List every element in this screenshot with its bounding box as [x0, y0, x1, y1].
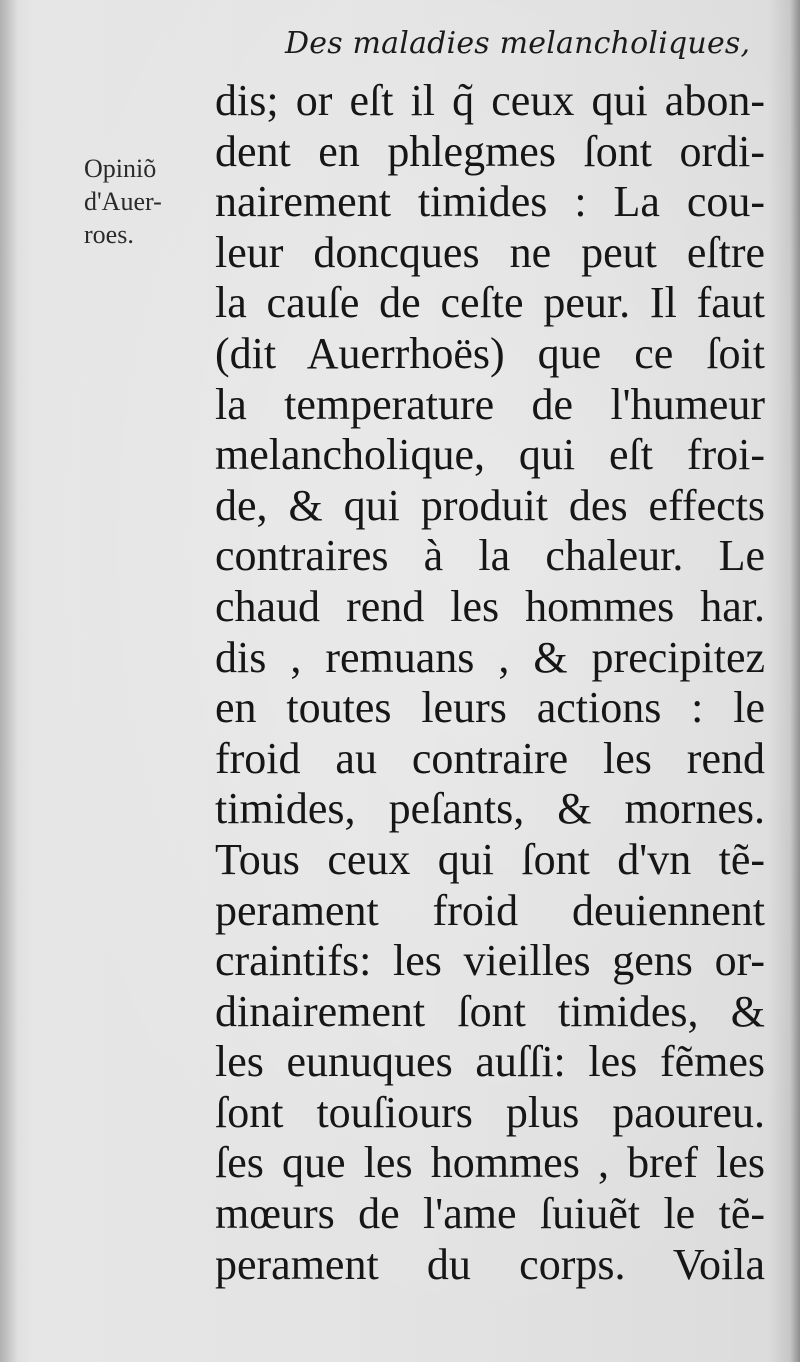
text-line: timides, peſants, & mornes.	[215, 784, 765, 834]
marginal-note-line: d'Auer-	[84, 187, 162, 216]
text-line: en toutes leurs actions : le	[215, 683, 765, 733]
text-line: de, & qui produit des effects	[215, 480, 765, 530]
text-line: froid au contraire les rend	[215, 733, 765, 783]
text-line: Tous ceux qui ſont d'vn tẽ-	[215, 834, 765, 884]
text-line: leur doncques ne peut eſtre	[215, 227, 765, 277]
text-line: dent en phlegmes ſont ordi-	[215, 126, 765, 176]
text-line: dis , remuans , & precipitez	[215, 632, 765, 682]
text-line: dinairement ſont timides, &	[215, 986, 765, 1036]
marginal-note-line: roes.	[84, 220, 134, 249]
text-line: dis; or eſt il q̃ ceux qui abon-	[215, 76, 765, 125]
text-line: ſont touſiours plus paoureu.	[215, 1087, 765, 1137]
text-line: la cauſe de ceſte peur. Il faut	[215, 278, 765, 328]
text-line: mœurs de l'ame ſuiuẽt le tẽ-	[215, 1189, 765, 1239]
body-text	[215, 76, 765, 1290]
text-line: perament froid deuiennent	[215, 885, 765, 935]
text-line: les eunuques auſſi: les fẽmes	[215, 1037, 765, 1087]
text-line: (dit Auerrhoës) que ce ſoit	[215, 328, 765, 378]
marginal-note-line: Opiniõ	[84, 154, 157, 183]
marginal-note	[84, 152, 204, 251]
text-line: perament du corps. Voila	[215, 1239, 765, 1289]
running-head: Des maladies melancholiques,	[285, 26, 751, 61]
text-line: ſes que les hommes , bref les	[215, 1138, 765, 1188]
text-line: nairement timides : La cou-	[215, 177, 765, 227]
text-line: melancholique, qui eſt froi-	[215, 430, 765, 480]
text-line: craintifs: les vieilles gens or-	[215, 936, 765, 986]
text-line: chaud rend les hommes har.	[215, 581, 765, 631]
text-line: contraires à la chaleur. Le	[215, 531, 765, 581]
text-line: la temperature de l'humeur	[215, 379, 765, 429]
